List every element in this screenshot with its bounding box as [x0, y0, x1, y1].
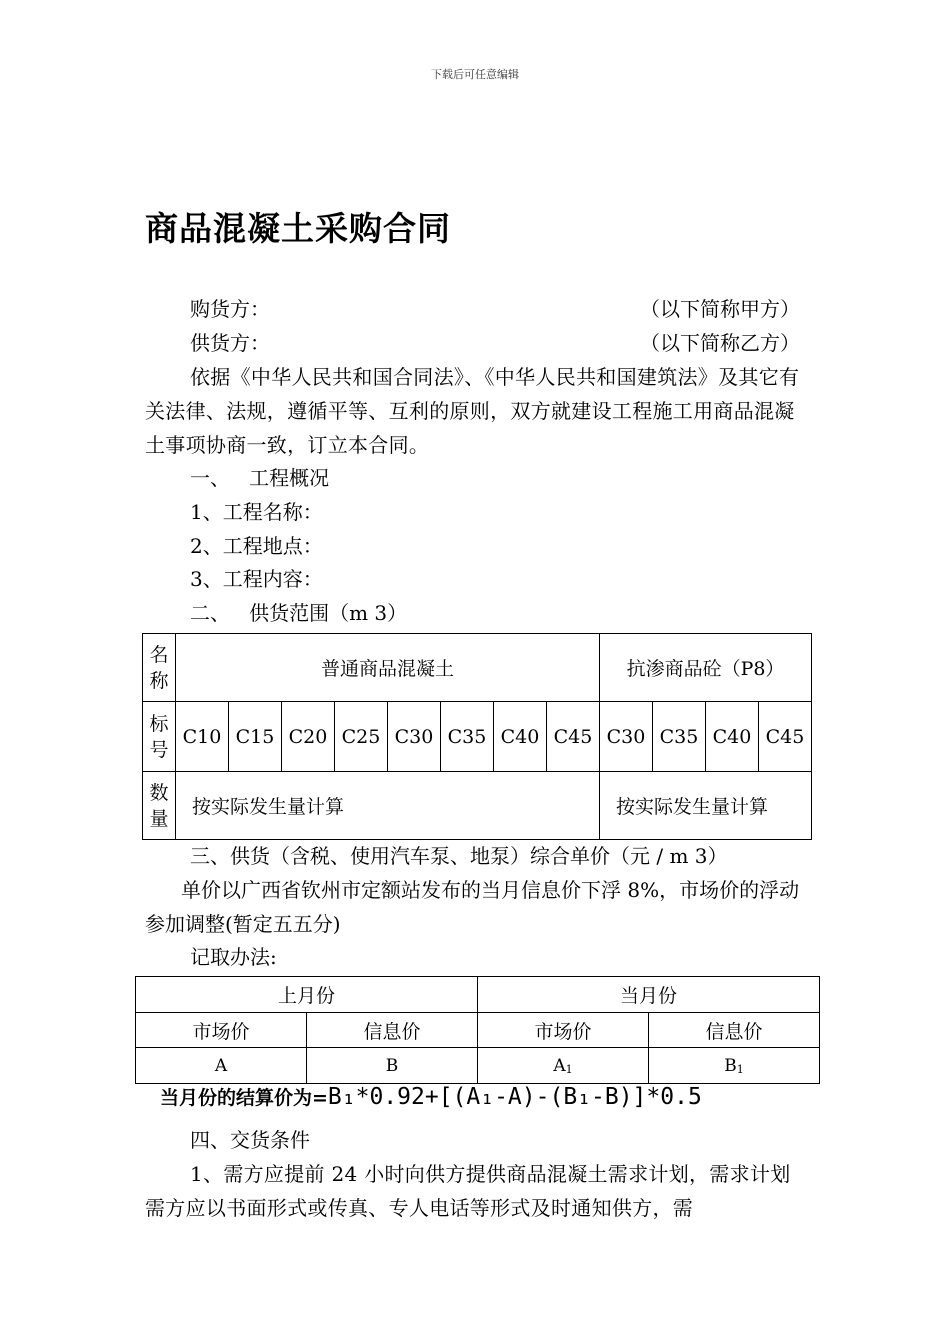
value-a1-cell — [478, 1048, 649, 1084]
section2-heading: 二、 供货范围（m 3） — [190, 601, 408, 625]
table-row — [143, 634, 812, 702]
grade-cell: C45 — [547, 702, 600, 772]
market-price-header: 市场价 — [136, 1013, 307, 1048]
unit-price-paragraph: 单价以广西省钦州市定额站发布的当月信息价下浮 8%，市场价的浮动参加调整(暂定五五分) — [145, 878, 800, 936]
calculation-method-label: 记取办法: — [190, 945, 277, 969]
quantity-label-cell: 数量 — [143, 772, 176, 840]
buyer-label: 购货方： — [190, 297, 270, 321]
formula-expression: B₁*0.92+[(A₁-A)-(B₁-B)]*0.5 — [327, 1084, 702, 1110]
section1-heading: 一、 工程概况 — [190, 466, 330, 490]
grade-cell: C40 — [494, 702, 547, 772]
grade-cell: C10 — [176, 702, 229, 772]
last-month-header: 上月份 — [136, 977, 478, 1013]
project-content-item: 3、工程内容： — [190, 567, 323, 591]
table-row — [143, 772, 812, 840]
table-row — [143, 702, 812, 772]
grade-cell: C35 — [441, 702, 494, 772]
this-month-header: 当月份 — [478, 977, 820, 1013]
grade-cell: C20 — [282, 702, 335, 772]
formula-label: 当月份的结算价为= — [160, 1087, 328, 1109]
normal-quantity-cell: 按实际发生量计算 — [176, 772, 600, 840]
impermeable-quantity-cell: 按实际发生量计算 — [600, 772, 812, 840]
value-b1-cell — [649, 1048, 820, 1084]
project-name-item: 1、工程名称： — [190, 500, 323, 524]
info-price-header: 信息价 — [649, 1013, 820, 1048]
market-price-header: 市场价 — [478, 1013, 649, 1048]
table-row — [136, 977, 820, 1013]
table-row — [136, 1048, 820, 1084]
value-b1-subscript: 1 — [736, 1062, 744, 1076]
grade-cell: C35 — [653, 702, 706, 772]
section3-heading: 三、供货（含税、使用汽车泵、地泵）综合单价（元 / m 3） — [190, 844, 728, 868]
intro-text: 依据《中华人民共和国合同法》、《中华人民共和国建筑法》及其它有关法律、法规，遵循平等、互利的原则，双方就建设工程施工用商品混凝土事项协商一致，订立本合同。 — [145, 365, 800, 457]
project-location-item: 2、工程地点： — [190, 534, 323, 558]
supplier-note: （以下简称乙方） — [640, 331, 800, 355]
section4-heading: 四、交货条件 — [190, 1128, 310, 1152]
price-table — [135, 976, 820, 1084]
delivery-paragraph: 1、需方应提前 24 小时向供方提供商品混凝土需求计划，需求计划需方应以书面形式或传真、专人电话等形式及时通知供方，需 — [145, 1162, 791, 1220]
supply-scope-table — [142, 633, 812, 840]
grade-cell: C30 — [600, 702, 653, 772]
grade-cell: C30 — [388, 702, 441, 772]
supplier-label: 供货方： — [190, 331, 270, 355]
buyer-note: （以下简称甲方） — [640, 297, 800, 321]
intro-paragraph — [145, 360, 805, 462]
grade-cell: C40 — [706, 702, 759, 772]
name-label-cell: 名称 — [143, 634, 176, 702]
settlement-formula — [160, 1083, 702, 1110]
grade-cell: C45 — [759, 702, 812, 772]
table-row — [136, 1013, 820, 1048]
grade-cell: C15 — [229, 702, 282, 772]
value-a-cell: A — [136, 1048, 307, 1084]
value-b-cell: B — [307, 1048, 478, 1084]
document-title: 商品混凝土采购合同 — [145, 209, 451, 248]
impermeable-concrete-cell: 抗渗商品砼（P8） — [600, 634, 812, 702]
value-b1-main: B — [724, 1055, 737, 1076]
value-a1-main: A — [553, 1055, 566, 1076]
value-a1-subscript: 1 — [565, 1062, 573, 1076]
header-note: 下载后可任意编辑 — [431, 68, 519, 81]
info-price-header: 信息价 — [307, 1013, 478, 1048]
grade-cell: C25 — [335, 702, 388, 772]
grade-label-cell: 标号 — [143, 702, 176, 772]
normal-concrete-cell: 普通商品混凝土 — [176, 634, 600, 702]
